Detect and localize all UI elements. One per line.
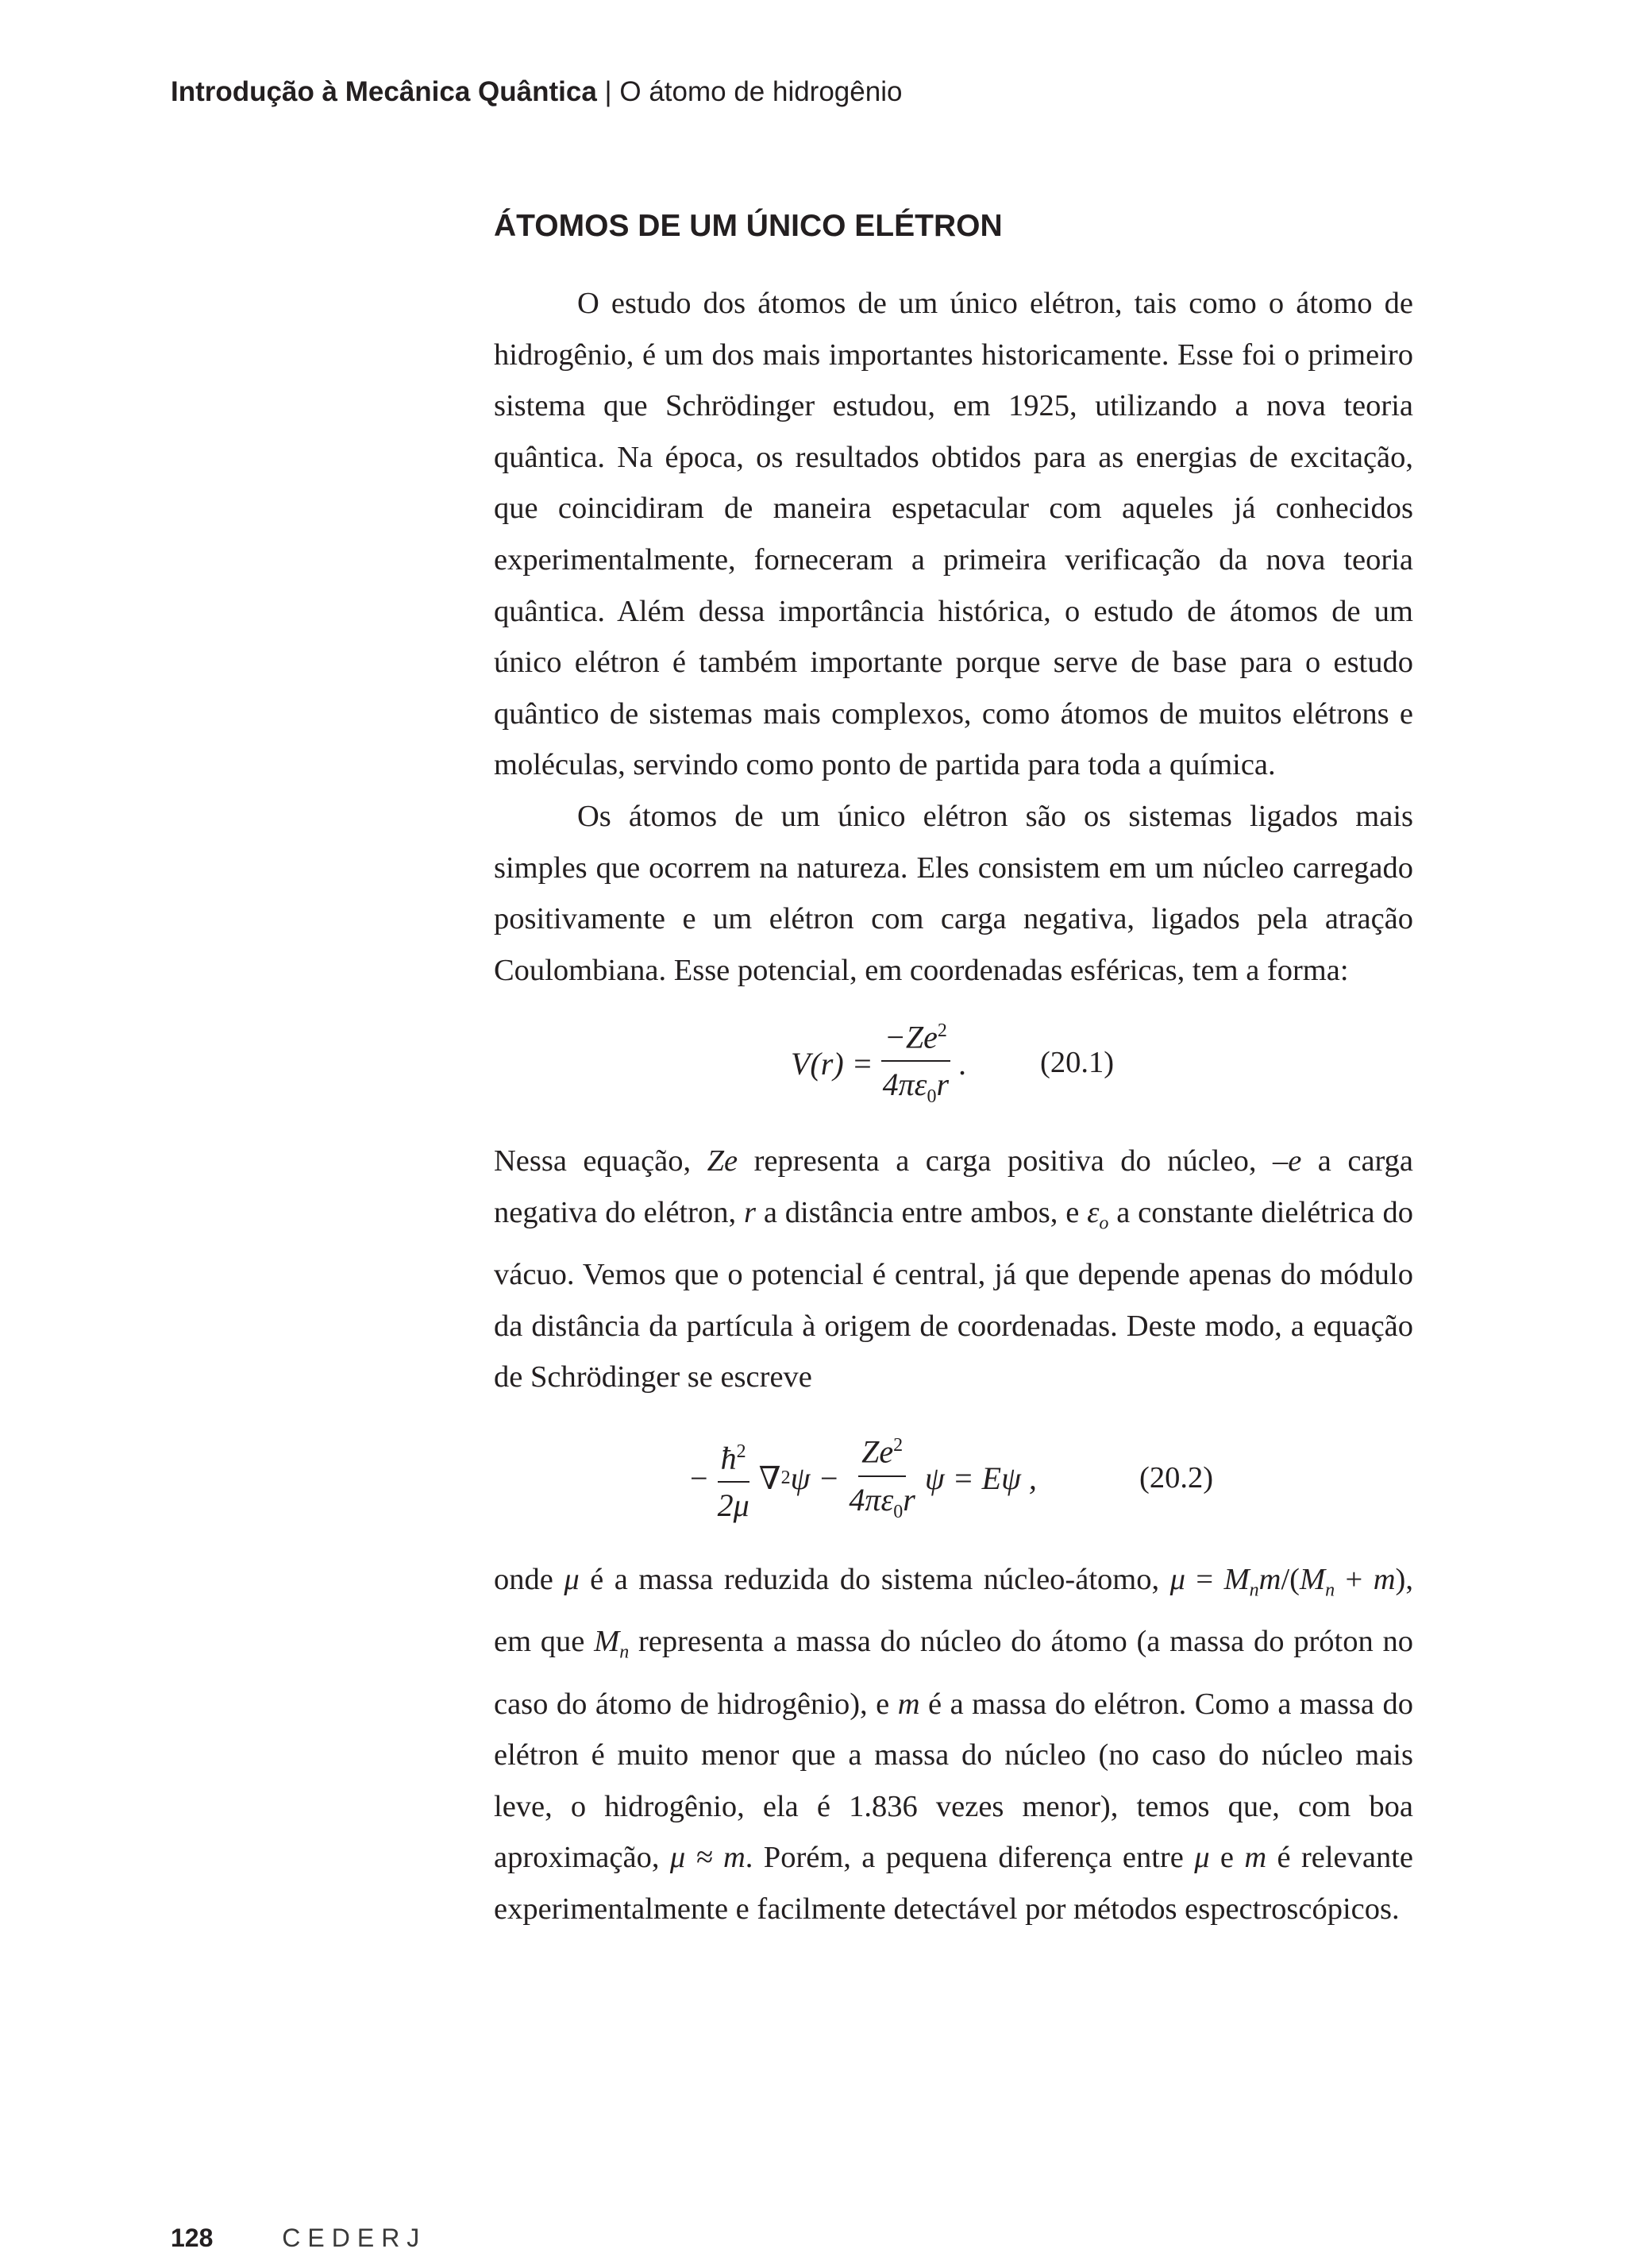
p4-m2: m	[1244, 1841, 1267, 1875]
p3-text-3: a carga negativa do elétron,	[494, 1144, 1413, 1229]
p4-text-2: é a massa reduzida do sistema núcleo-átomo,	[579, 1562, 1170, 1596]
equation-20-2-body	[690, 1427, 1037, 1530]
eq1-fraction	[880, 1012, 952, 1115]
p3-text-2: representa a carga positiva do núcleo,	[738, 1144, 1273, 1178]
p4-n1: n	[1249, 1580, 1259, 1601]
p4-text-5: é a massa do elétron. Como a massa do elétron é muito menor que a massa do núcleo (no caso do núcleo mais leve, o hidrogênio, ela é 1.836 vezes menor), temos que, com boa aproximação,	[494, 1687, 1413, 1875]
section-title: ÁTOMOS DE UM ÚNICO ELÉTRON	[494, 209, 1003, 243]
equation-20-2	[494, 1427, 1413, 1530]
eq2-rhs: ψ = Eψ ,	[924, 1460, 1037, 1497]
main-content	[494, 208, 1413, 1935]
p4-text-1: onde	[494, 1562, 564, 1596]
eq2-f2-denominator	[846, 1477, 918, 1530]
paragraph-reduced-mass	[494, 1554, 1413, 1935]
paragraph-equation-explanation	[494, 1136, 1413, 1403]
p3-epsilon-sub: o	[1099, 1213, 1109, 1234]
p4-text-7: e	[1209, 1841, 1245, 1875]
eq2-ze: Ze	[861, 1433, 894, 1470]
eq1-num-sup: 2	[937, 1020, 947, 1041]
eq1-den-text: 4πε	[882, 1066, 927, 1102]
p4-Mn3: M	[594, 1625, 620, 1659]
eq1-num-text: −Ze	[884, 1018, 938, 1055]
eq2-fraction-1	[715, 1433, 753, 1524]
eq2-f2-den-tail: r	[903, 1481, 915, 1518]
eq1-lhs: V(r) =	[791, 1045, 873, 1082]
eq2-psi-1: ψ −	[790, 1460, 840, 1497]
eq2-nabla: ∇	[758, 1460, 781, 1497]
eq2-fraction-2	[846, 1427, 918, 1529]
p3-r: r	[743, 1195, 756, 1229]
eq2-hbar-sup: 2	[736, 1441, 746, 1462]
p4-n2: n	[1325, 1580, 1335, 1601]
eq1-trail: .	[958, 1045, 967, 1082]
p4-approx: μ ≈ m	[669, 1841, 746, 1875]
p4-text-8: é relevante experimentalmente e facilmente detectável por métodos espectroscópicos.	[494, 1841, 1414, 1926]
equation-20-1-body	[791, 1012, 966, 1115]
eq2-lead: −	[690, 1460, 708, 1497]
p4-mu-expr-a: μ	[1169, 1562, 1185, 1596]
p4-mu2: μ	[1194, 1841, 1210, 1875]
p3-text-4: a distância entre ambos, e	[755, 1195, 1088, 1229]
paragraph-coulomb: Os átomos de um único elétron são os sistemas ligados mais simples que ocorrem na natureza. Eles consistem em um núcleo carregado positivamente e um elétron com carga negativa, ligados pela atração Coulombiana. Esse potencial, em coordenadas esféricas, tem a forma:	[494, 799, 1413, 987]
eq1-den-tail: r	[936, 1066, 950, 1102]
eq2-f2-den-sub: 0	[893, 1501, 904, 1522]
eq2-f1-denominator: 2μ	[717, 1487, 749, 1524]
p4-Mn1: M	[1223, 1562, 1250, 1596]
p4-text-6: . Porém, a pequena diferença entre	[745, 1841, 1195, 1875]
p4-mu: μ	[564, 1562, 580, 1596]
eq2-f1-numerator	[718, 1433, 749, 1483]
p4-m1: m	[897, 1687, 920, 1721]
p4-text-4: representa a massa do núcleo do átomo (a massa do próton no caso do átomo de hidrogênio), e	[494, 1625, 1414, 1721]
paragraph-intro: O estudo dos átomos de um único elétron, tais como o átomo de hidrogênio, é um dos mais importantes historicamente. Esse foi o primeiro sistema que Schrödinger estudou, em 1925, utilizando a nova teoria quântica. Na época, os resultados obtidos para as energias de excitação, que coincidiram de maneira espetacular com aqueles já conhecidos experimentalmente, forneceram a primeira verificação da nova teoria quântica. Além dessa importância histórica, o estudo de átomos de um único elétron é também importante porque serve de base para o estudo quântico de sistemas mais complexos, como átomos de muitos elétrons e moléculas, servindo como ponto de partida para toda a química.	[494, 287, 1413, 782]
publisher-brand: CEDERJ	[282, 2224, 427, 2252]
equation-20-1-label: (20.1)	[1040, 1046, 1115, 1080]
eq1-denominator	[880, 1062, 952, 1115]
p3-epsilon: ε	[1087, 1195, 1100, 1229]
p4-mu-expr-c: m	[1258, 1562, 1281, 1596]
eq1-den-sub: 0	[927, 1086, 937, 1107]
p3-text-5: a constante dielétrica do vácuo. Vemos que o potencial é central, já que depende apenas do módulo da distância da partícula à origem de coordenadas. Deste modo, a equação de Schrödinger se escreve	[494, 1195, 1413, 1394]
page-footer	[171, 2224, 426, 2252]
p4-n3: n	[619, 1641, 630, 1663]
equation-20-2-label: (20.2)	[1139, 1460, 1214, 1495]
eq1-numerator	[881, 1012, 950, 1062]
p4-mu-expr-f: m	[1373, 1562, 1396, 1596]
page-number: 128	[171, 2224, 214, 2252]
running-header	[171, 76, 902, 108]
book-title: Introdução à Mecânica Quântica	[171, 76, 597, 107]
eq2-f2-den-text: 4πε	[849, 1481, 894, 1518]
p4-text-3: em que	[494, 1625, 595, 1659]
p3-text-1: Nessa equação,	[494, 1144, 707, 1178]
p3-ze: Ze	[707, 1144, 738, 1178]
eq2-f2-numerator	[858, 1427, 906, 1476]
p4-mu-expr-g: ),	[1395, 1562, 1413, 1596]
p4-Mn2: M	[1299, 1562, 1326, 1596]
p4-mu-expr-b: =	[1185, 1562, 1224, 1596]
header-separator: |	[604, 76, 612, 107]
eq2-hbar: ħ	[720, 1440, 737, 1476]
p4-mu-expr-e: +	[1335, 1562, 1374, 1596]
eq2-nabla-sup: 2	[780, 1468, 791, 1489]
p4-mu-expr-d: /(	[1281, 1562, 1300, 1596]
equation-20-1	[494, 1012, 1413, 1115]
eq2-ze-sup: 2	[893, 1435, 904, 1456]
p3-minus-e: –e	[1272, 1144, 1302, 1178]
chapter-title: O átomo de hidrogênio	[619, 76, 903, 107]
